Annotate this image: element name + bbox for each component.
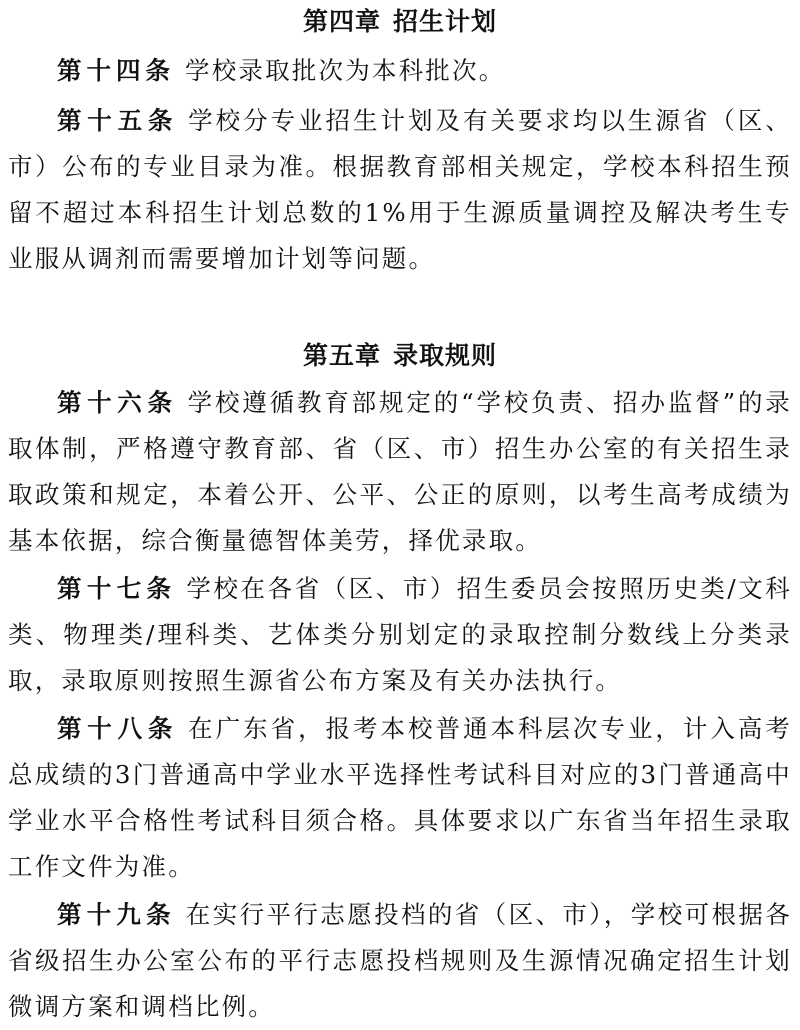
- article-18: [8, 706, 792, 890]
- article-label: 第十七条: [57, 574, 177, 603]
- chapter-title: 招生计划: [393, 7, 498, 36]
- article-text: 在广东省，报考本校普通本科层次专业，计入高考总成绩的3门普通高中学业水平选择性考试科目对应的3门普通高中学业水平合格性考试科目须合格。具体要求以广东省当年招生录取工作文件为准。: [8, 714, 792, 881]
- article-text: 学校遵循教育部规定的“学校负责、招办监督”的录取体制，严格遵守教育部、省（区、市）招生办公室的有关招生录取政策和规定，本着公开、公平、公正的原则，以考生高考成绩为基本依据，综合衡量德智体美劳，择优录取。: [8, 388, 792, 555]
- article-label: 第十八条: [57, 714, 179, 743]
- chapter-number: 第四章: [302, 7, 381, 36]
- chapter-heading: [8, 4, 792, 40]
- article-17: [8, 566, 792, 704]
- article-label: 第十六条: [57, 388, 178, 417]
- article-15: [8, 98, 792, 282]
- chapter-heading: [8, 338, 792, 374]
- article-text: 学校录取批次为本科批次。: [185, 56, 506, 85]
- article-text: 在实行平行志愿投档的省（区、市），学校可根据各省级招生办公室公布的平行志愿投档规则及生源情况确定招生计划微调方案和调档比例。: [8, 900, 792, 1021]
- chapter-5: [8, 338, 792, 1030]
- article-text: 学校在各省（区、市）招生委员会按照历史类/文科类、物理类/理科类、艺体类分别划定的录取控制分数线上分类录取，录取原则按照生源省公布方案及有关办法执行。: [8, 574, 792, 695]
- article-16: [8, 380, 792, 564]
- chapter-title: 录取规则: [393, 341, 498, 370]
- article-label: 第十九条: [57, 900, 176, 929]
- article-19: [8, 892, 792, 1030]
- article-label: 第十五条: [57, 106, 179, 135]
- chapter-number: 第五章: [302, 341, 381, 370]
- article-label: 第十四条: [57, 56, 175, 85]
- chapter-4: [8, 4, 792, 282]
- article-14: [8, 48, 792, 94]
- article-text: 学校分专业招生计划及有关要求均以生源省（区、市）公布的专业目录为准。根据教育部相关规定，学校本科招生预留不超过本科招生计划总数的1%用于生源质量调控及解决考生专业服从调剂而需要增加计划等问题。: [8, 106, 792, 273]
